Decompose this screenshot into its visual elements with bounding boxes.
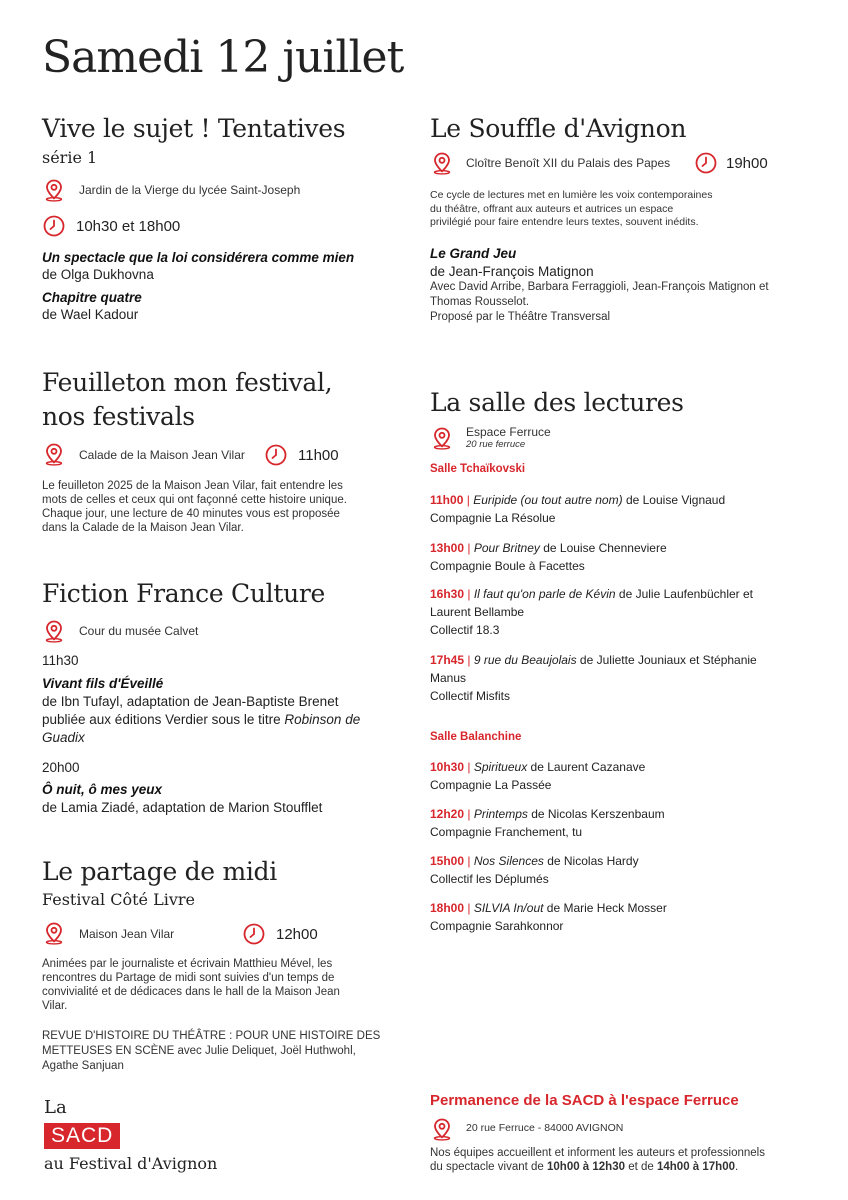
work-author: de Jean-François Matignon [430, 264, 594, 279]
salle-heading: Salle Balanchine [430, 731, 522, 743]
section-title-line2: nos festivals [42, 402, 195, 431]
location-label: Maison Jean Vilar [79, 927, 175, 941]
location-label: Calade de la Maison Jean Vilar [79, 448, 245, 462]
reading-entry: 16h30 | Il faut qu'on parle de Kévin de Julie Laufenbüchler et Laurent Bellambe Collectif 18.3 [430, 587, 754, 637]
reading-entry: 13h00 | Pour Britney de Louise Chenneviere Compagnie Boule à Facettes [430, 541, 667, 573]
reading-entry: 15h00 | Nos Silences de Nicolas Hardy Collectif les Déplumés [430, 854, 639, 886]
section-title: Fiction France Culture [42, 579, 326, 608]
revue-text: REVUE D'HISTOIRE DU THÉÂTRE : POUR UNE HISTOIRE DES METTEUSES EN SCÈNE avec Julie Deliquet, Joël Huthwohl, Agathe Sanjuan [42, 1030, 381, 1072]
map-pin-icon [42, 442, 66, 466]
work-author: de Wael Kadour [42, 307, 139, 322]
work-author-line2: publiée aux éditions Verdier sous le titre Robinson de [42, 712, 361, 727]
section-title-line1: Feuilleton mon festival, [42, 368, 333, 397]
time-label: 20h00 [42, 760, 80, 775]
permanence-title: Permanence de la SACD à l'espace Ferruce [430, 1092, 739, 1109]
time-label: 11h00 [298, 447, 339, 464]
work-author-line3: Guadix [42, 730, 85, 745]
venue-address: 20 rue ferruce [466, 439, 526, 450]
section-title: Vive le sujet ! Tentatives [42, 114, 346, 143]
section-title: La salle des lectures [430, 388, 684, 417]
description: Ce cycle de lectures met en lumière les voix contemporaines du théâtre, offrant aux auteurs et autrices un espace privilégié pour faire entendre leurs textes, souvent inédits. [430, 189, 713, 228]
work-title: Ô nuit, ô mes yeux [42, 782, 163, 797]
map-pin-icon [430, 426, 454, 450]
description: Le feuilleton 2025 de la Maison Jean Vilar, fait entendre les mots de celles et ceux qui ont façonné cette histoire unique. Chaque jour, une lecture de 40 minutes vous est proposée dans la Calade de la Maison Jean Vilar. [42, 480, 347, 534]
section-subtitle: Festival Côté Livre [42, 890, 195, 909]
clock-icon [694, 151, 718, 175]
work-title: Un spectacle que la loi considérera comme mien [42, 250, 355, 265]
time-label: 10h30 et 18h00 [76, 218, 181, 235]
reading-entry: 17h45 | 9 rue du Beaujolais de Juliette Jouniaux et Stéphanie Manus Collectif Misfits [430, 653, 757, 703]
section-title: Le partage de midi [42, 857, 277, 886]
clock-icon [242, 922, 266, 946]
location-label: Jardin de la Vierge du lycée Saint-Joseph [79, 183, 301, 197]
clock-icon [264, 443, 288, 467]
work-author: de Olga Dukhovna [42, 267, 154, 282]
map-pin-icon [430, 1117, 454, 1141]
cast: Avec David Arribe, Barbara Ferraggioli, Jean-François Matignon et Thomas Rousselot. Proposé par le Théâtre Transversal [430, 281, 769, 323]
reading-entry: 10h30 | Spiritueux de Laurent Cazanave Compagnie La Passée [430, 760, 646, 792]
map-pin-icon [42, 619, 66, 643]
map-pin-icon [42, 921, 66, 945]
work-title: Le Grand Jeu [430, 246, 517, 261]
logo-festival: au Festival d'Avignon [44, 1154, 218, 1173]
permanence-address: 20 rue Ferruce - 84000 AVIGNON [466, 1122, 624, 1134]
reading-entry: 18h00 | SILVIA In/out de Marie Heck Mosser Compagnie Sarahkonnor [430, 901, 667, 933]
salle-heading: Salle Tchaïkovski [430, 463, 526, 475]
permanence-text: Nos équipes accueillent et informent les auteurs et professionnels du spectacle vivant de 10h00 à 12h30 et de 14h00 à 17h00. [430, 1147, 765, 1173]
clock-icon [42, 214, 66, 238]
time-label: 12h00 [276, 926, 318, 943]
logo-sacd: SACD [44, 1123, 120, 1149]
description: Animées par le journaliste et écrivain Matthieu Mével, les rencontres du Partage de midi sont suivies d'un temps de convivialité et de dédicaces dans le hall de la Maison Jean Vilar. [42, 958, 340, 1012]
logo-la: La [44, 1097, 67, 1118]
section-subtitle: série 1 [42, 148, 98, 167]
map-pin-icon [430, 151, 454, 175]
time-label: 11h30 [42, 653, 79, 668]
work-title: Chapitre quatre [42, 290, 142, 305]
map-pin-icon [42, 178, 66, 202]
work-title: Vivant fils d'Éveillé [42, 676, 164, 691]
page-title: Samedi 12 juillet [42, 32, 404, 83]
venue-name: Espace Ferruce [466, 425, 551, 439]
location-label: Cloître Benoît XII du Palais des Papes [466, 156, 671, 170]
section-title: Le Souffle d'Avignon [430, 114, 687, 143]
reading-entry: 12h20 | Printemps de Nicolas Kerszenbaum Compagnie Franchement, tu [430, 807, 665, 839]
work-author: de Ibn Tufayl, adaptation de Jean-Baptiste Brenet [42, 694, 339, 709]
location-label: Cour du musée Calvet [79, 624, 199, 638]
time-label: 19h00 [726, 155, 768, 172]
work-author: de Lamia Ziadé, adaptation de Marion Stoufflet [42, 800, 323, 815]
reading-entry: 11h00 | Euripide (ou tout autre nom) de Louise Vignaud Compagnie La Résolue [430, 493, 726, 525]
